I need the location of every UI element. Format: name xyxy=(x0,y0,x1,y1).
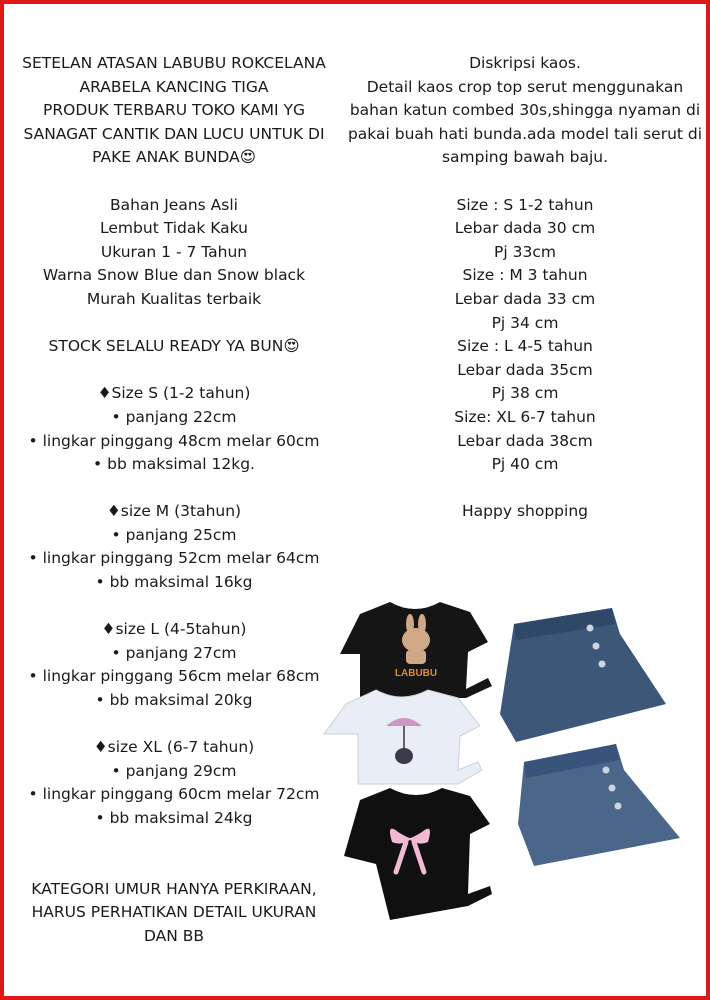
size-note xyxy=(12,878,336,949)
right-column xyxy=(342,52,708,524)
feature-list xyxy=(12,194,336,312)
shirt-size-line: Size : S 1-2 tahun xyxy=(456,195,594,214)
spacer xyxy=(12,312,336,336)
spacer xyxy=(12,170,336,194)
shirt-size-line: Lebar dada 30 cm xyxy=(454,219,596,238)
feature-line: Bahan Jeans Asli xyxy=(110,195,238,214)
left-column xyxy=(12,52,336,949)
shirt-size-line: Size : L 4-5 tahun xyxy=(457,337,593,356)
spacer xyxy=(342,170,708,194)
note-line: KATEGORI UMUR HANYA PERKIRAAN, xyxy=(31,879,317,898)
product-title xyxy=(12,52,336,170)
size-block-l xyxy=(12,618,336,712)
title-line: SETELAN ATASAN LABUBU ROKCELANA xyxy=(22,54,326,72)
feature-line: Lembut Tidak Kaku xyxy=(100,219,248,238)
size-detail: • lingkar pinggang 56cm melar 68cm xyxy=(28,667,320,686)
shirt-size-line: Pj 34 cm xyxy=(491,313,559,332)
shirt-size-line: Pj 40 cm xyxy=(491,455,559,474)
description-line: samping bawah baju. xyxy=(441,148,609,167)
denim-skirt-upper xyxy=(500,608,666,742)
title-line: SANAGAT CANTIK DAN LUCU UNTUK DI xyxy=(23,124,325,143)
size-detail: • bb maksimal 12kg. xyxy=(93,455,255,474)
black-labubu-shirt xyxy=(340,602,492,698)
shirt-size-line: Lebar dada 38cm xyxy=(457,431,593,450)
size-detail: • panjang 29cm xyxy=(111,761,237,780)
size-detail: • lingkar pinggang 60cm melar 72cm xyxy=(28,785,320,804)
shirt-size-line: Pj 33cm xyxy=(494,242,556,261)
shirt-size-line: Size : M 3 tahun xyxy=(462,266,588,285)
size-detail: • panjang 27cm xyxy=(111,643,237,662)
size-block-s xyxy=(12,382,336,476)
feature-line: Murah Kualitas terbaik xyxy=(86,289,262,308)
description-line: Diskripsi kaos. xyxy=(469,54,581,72)
size-heading: ♦size M (3tahun) xyxy=(106,502,242,521)
stock-text: STOCK SELALU READY YA BUN😍 xyxy=(48,337,300,356)
size-heading: ♦size XL (6-7 tahun) xyxy=(93,738,255,757)
shirt-description xyxy=(342,52,708,170)
title-line: PRODUK TERBARU TOKO KAMI YG xyxy=(43,101,305,120)
black-bow-shirt xyxy=(344,788,492,920)
closing-text: Happy shopping xyxy=(462,502,588,521)
spacer xyxy=(12,713,336,737)
shirt-print-text: LABUBU xyxy=(394,668,438,679)
size-detail: • lingkar pinggang 52cm melar 64cm xyxy=(28,549,320,568)
description-line: Detail kaos crop top serut menggunakan xyxy=(366,77,684,96)
size-detail: • lingkar pinggang 48cm melar 60cm xyxy=(28,431,320,450)
spacer xyxy=(12,854,336,878)
spacer xyxy=(342,477,708,501)
size-detail: • panjang 22cm xyxy=(111,407,237,426)
feature-line: Warna Snow Blue dan Snow black xyxy=(42,266,306,285)
spacer xyxy=(12,359,336,383)
white-umbrella-shirt xyxy=(324,690,482,784)
shirt-size-list xyxy=(342,194,708,477)
shirt-size-line: Lebar dada 35cm xyxy=(457,360,593,379)
shirt-size-line: Pj 38 cm xyxy=(491,384,559,403)
size-detail: • bb maksimal 24kg xyxy=(95,809,253,827)
note-line: HARUS PERHATIKAN DETAIL UKURAN xyxy=(31,903,317,922)
size-heading: ♦size L (4-5tahun) xyxy=(101,620,247,639)
denim-skirt-lower xyxy=(518,744,680,866)
size-detail: • bb maksimal 16kg xyxy=(95,573,253,592)
note-line: DAN BB xyxy=(143,926,205,945)
description-line: pakai buah hati bunda.ada model tali serut di xyxy=(347,124,703,143)
size-detail: • bb maksimal 20kg xyxy=(95,691,253,710)
spacer xyxy=(12,595,336,619)
shirt-size-line: Lebar dada 33 cm xyxy=(454,289,596,308)
description-line: bahan katun combed 30s,shingga nyaman di xyxy=(349,101,701,120)
size-block-m xyxy=(12,500,336,594)
clothing-set-photo xyxy=(320,594,704,924)
spacer xyxy=(12,477,336,501)
size-block-xl xyxy=(12,736,336,830)
shirt-size-line: Size: XL 6-7 tahun xyxy=(454,407,596,426)
feature-line: Ukuran 1 - 7 Tahun xyxy=(100,242,248,261)
size-detail: • panjang 25cm xyxy=(111,525,237,544)
spacer xyxy=(12,831,336,855)
title-line: PAKE ANAK BUNDA😍 xyxy=(92,148,256,167)
size-heading: ♦Size S (1-2 tahun) xyxy=(97,384,251,403)
title-line: ARABELA KANCING TIGA xyxy=(79,77,269,96)
